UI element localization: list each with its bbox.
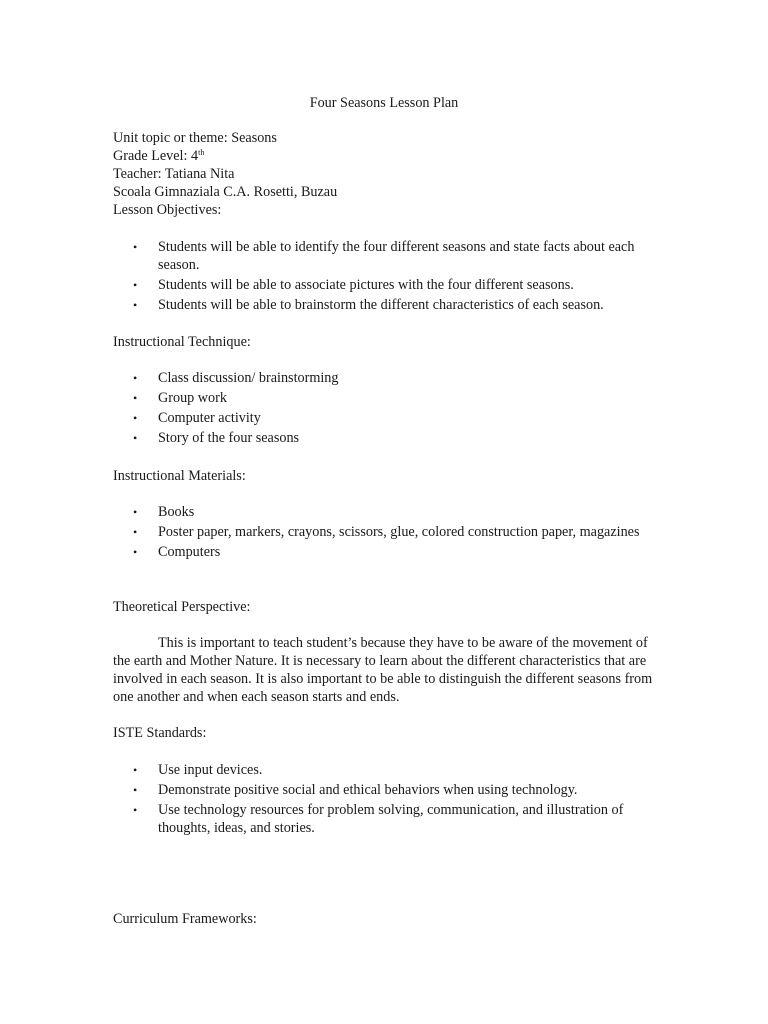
materials-heading: Instructional Materials: — [113, 468, 246, 484]
list-item — [113, 761, 653, 779]
school-name: Scoala Gimnaziala C.A. Rosetti, Buzau — [113, 184, 338, 200]
bullet-icon: • — [133, 783, 138, 797]
list-item — [113, 429, 653, 447]
technique-text: Computer activity — [158, 410, 261, 426]
list-item — [113, 781, 653, 799]
iste-heading: ISTE Standards: — [113, 725, 207, 741]
list-item — [113, 296, 653, 314]
material-text: Books — [158, 504, 195, 520]
grade-level-superscript: th — [198, 148, 205, 157]
bullet-icon: • — [133, 545, 138, 559]
bullet-icon: • — [133, 371, 138, 385]
list-item — [113, 503, 653, 521]
objective-text: Students will be able to identify the four different seasons and state facts about each season. — [158, 239, 635, 273]
list-item — [113, 276, 653, 294]
perspective-text: This is important to teach student’s because they have to be aware of the movement of the earth and Mother Nature. It is necessary to learn about the different characteristics that are involved in each season. It is also important to be able to distinguish the different seasons from one another and when each season starts and ends. — [113, 635, 653, 705]
objective-text: Students will be able to associate pictures with the four different seasons. — [158, 277, 574, 293]
perspective-heading: Theoretical Perspective: — [113, 599, 251, 615]
list-item — [113, 389, 653, 407]
curriculum-heading: Curriculum Frameworks: — [113, 911, 257, 927]
techniques-list — [113, 369, 653, 449]
bullet-icon: • — [133, 411, 138, 425]
list-item — [113, 238, 653, 274]
technique-text: Story of the four seasons — [158, 430, 300, 446]
document-title: Four Seasons Lesson Plan — [309, 95, 459, 111]
bullet-icon: • — [133, 763, 138, 777]
material-text: Computers — [158, 544, 221, 560]
iste-standard-text: Demonstrate positive social and ethical behaviors when using technology. — [158, 782, 578, 798]
iste-standard-text: Use input devices. — [158, 762, 263, 778]
list-item — [113, 543, 653, 561]
bullet-icon: • — [133, 803, 138, 817]
bullet-icon: • — [133, 525, 138, 539]
grade-level — [113, 147, 673, 165]
lesson-header — [113, 129, 673, 219]
bullet-icon: • — [133, 505, 138, 519]
bullet-icon: • — [133, 240, 138, 254]
list-item — [113, 369, 653, 387]
objectives-heading: Lesson Objectives: — [113, 202, 222, 218]
technique-text: Group work — [158, 390, 227, 406]
iste-standard-text: Use technology resources for problem solving, communication, and illustration of thoughts, ideas, and stories. — [158, 802, 624, 836]
bullet-icon: • — [133, 278, 138, 292]
teacher-name: Teacher: Tatiana Nita — [113, 166, 235, 182]
grade-level-text: Grade Level: 4 — [113, 148, 199, 164]
bullet-icon: • — [133, 298, 138, 312]
list-item — [113, 523, 653, 541]
bullet-icon: • — [133, 391, 138, 405]
list-item — [113, 409, 653, 427]
perspective-paragraph — [113, 634, 658, 706]
objective-text: Students will be able to brainstorm the different characteristics of each season. — [158, 297, 604, 313]
objectives-list — [113, 238, 653, 316]
bullet-icon: • — [133, 431, 138, 445]
materials-list — [113, 503, 653, 563]
list-item — [113, 801, 653, 837]
technique-text: Class discussion/ brainstorming — [158, 370, 339, 386]
iste-standards-list — [113, 761, 653, 839]
technique-heading: Instructional Technique: — [113, 334, 251, 350]
unit-topic: Unit topic or theme: Seasons — [113, 130, 277, 146]
material-text: Poster paper, markers, crayons, scissors, glue, colored construction paper, magazines — [158, 524, 640, 540]
